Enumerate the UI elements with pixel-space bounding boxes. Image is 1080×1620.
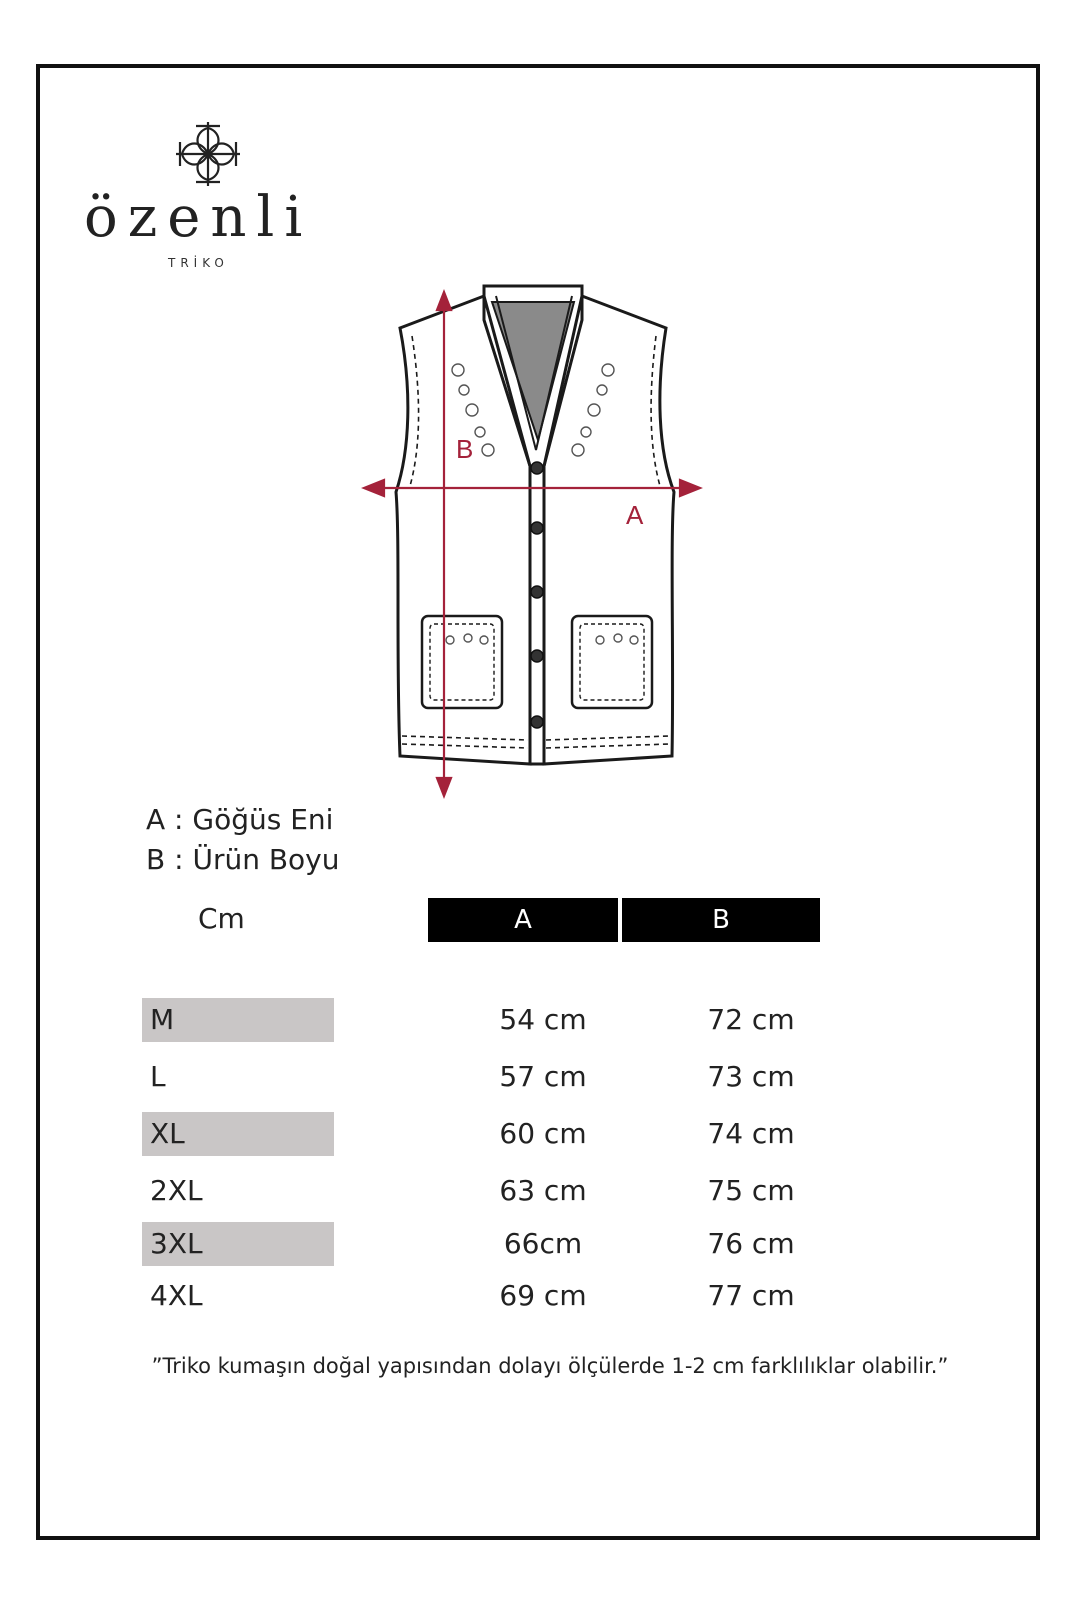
measurement-legend xyxy=(146,800,340,880)
value-b: 76 cm xyxy=(707,1227,795,1260)
button xyxy=(531,522,543,534)
size-cell: XL xyxy=(142,1112,334,1156)
size-cell: L xyxy=(150,1060,166,1093)
brand-wordmark: özenli xyxy=(84,185,313,250)
label-b: B xyxy=(456,434,474,464)
right-pocket xyxy=(572,616,652,708)
column-header-b: B xyxy=(622,898,820,942)
size-cell: 2XL xyxy=(150,1174,203,1207)
value-a: 66cm xyxy=(503,1227,583,1260)
value-a: 60 cm xyxy=(499,1117,587,1150)
arrow-b-head-top xyxy=(437,292,451,310)
button xyxy=(531,586,543,598)
table-row xyxy=(0,998,1080,1042)
value-b: 72 cm xyxy=(707,1003,795,1036)
value-b: 74 cm xyxy=(707,1117,795,1150)
value-a: 57 cm xyxy=(499,1060,587,1093)
unit-label: Cm xyxy=(198,902,245,935)
arrow-a-head-right xyxy=(680,480,700,496)
vest-diagram xyxy=(360,280,720,820)
table-row xyxy=(0,1274,1080,1318)
brand-subtitle: TRİKO xyxy=(168,256,229,270)
arrow-a-head-left xyxy=(364,480,384,496)
value-a: 54 cm xyxy=(499,1003,587,1036)
table-row xyxy=(0,1222,1080,1266)
table-row xyxy=(0,1169,1080,1213)
left-pocket xyxy=(422,616,502,708)
button xyxy=(531,650,543,662)
size-cell: M xyxy=(142,998,334,1042)
button xyxy=(531,462,543,474)
size-cell: 4XL xyxy=(150,1279,203,1312)
value-b: 75 cm xyxy=(707,1174,795,1207)
value-b: 73 cm xyxy=(707,1060,795,1093)
value-b: 77 cm xyxy=(707,1279,795,1312)
value-a: 63 cm xyxy=(499,1174,587,1207)
legend-b: B : Ürün Boyu xyxy=(146,843,340,876)
table-row xyxy=(0,1112,1080,1156)
label-a: A xyxy=(626,500,644,530)
legend-a: A : Göğüs Eni xyxy=(146,803,334,836)
size-cell: 3XL xyxy=(142,1222,334,1266)
column-header-a: A xyxy=(428,898,618,942)
floral-knot-emblem-icon xyxy=(172,118,244,190)
table-row xyxy=(0,1055,1080,1099)
button xyxy=(531,716,543,728)
tolerance-note: ”Triko kumaşın doğal yapısından dolayı ölçülerde 1-2 cm farklılıklar olabilir.” xyxy=(151,1354,949,1378)
arrow-b-head-bottom xyxy=(437,778,451,796)
value-a: 69 cm xyxy=(499,1279,587,1312)
